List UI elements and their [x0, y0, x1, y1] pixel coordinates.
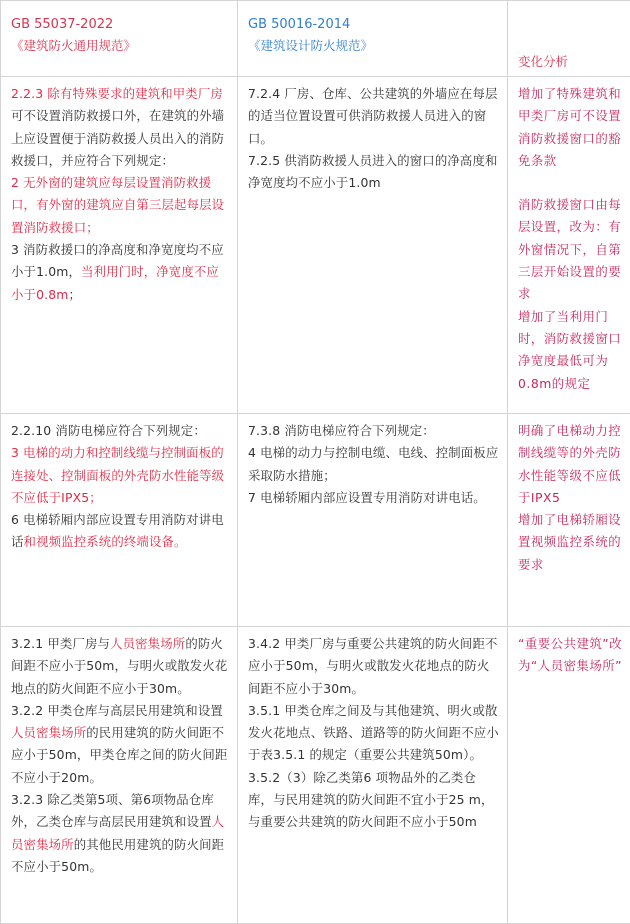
old-clause-cell: [238, 627, 508, 924]
clause-text: 的其他民用建筑的防火间距不应小于50m。: [11, 837, 224, 874]
new-clause-cell: [1, 627, 238, 924]
clause-paragraph: [11, 442, 229, 509]
highlighted-text: 和视频监控系统的终端设备。: [24, 534, 187, 549]
clause-paragraph: [11, 172, 229, 239]
old-clause-cell: [238, 77, 508, 414]
new-standard-code: GB 55037-2022: [11, 15, 229, 35]
old-standard-title: 《建筑设计防火规范》: [248, 35, 499, 56]
table-row: [1, 627, 630, 924]
clause-text: 6 电梯轿厢内部应设置专用消防对讲电话: [11, 512, 224, 549]
clause-paragraph: 7.2.5 供消防救援人员进入的窗口的净高度和净宽度均不应小于1.0m: [248, 150, 499, 195]
clause-text: 3 消防救援口的净高度和净宽度均不应小于1.0m，: [11, 242, 224, 279]
spacer: [518, 172, 626, 194]
header-analysis: [508, 1, 630, 77]
clause-paragraph: 4 电梯的动力与控制电缆、电线、控制面板应采取防水措施；: [248, 442, 499, 487]
clause-paragraph: [11, 420, 229, 442]
analysis-title: 变化分析: [518, 15, 622, 70]
new-standard-title: 《建筑防火通用规范》: [11, 35, 229, 56]
old-standard-code: GB 50016-2014: [248, 15, 499, 35]
table-row: [1, 414, 630, 627]
clause-paragraph: [11, 633, 229, 700]
clause-text: 2.2.10 消防电梯应符合下列规定：: [11, 423, 206, 438]
clause-paragraph: 增加了当利用门时，消防救援窗口净宽度最低可为0.8m的规定: [518, 306, 626, 395]
clause-paragraph: 增加了特殊建筑和甲类厂房可不设置消防救援窗口的豁免条款: [518, 83, 626, 172]
new-clause-cell: [1, 77, 238, 414]
change-analysis-cell: [508, 414, 630, 627]
old-clause-cell: [238, 414, 508, 627]
header-row: [1, 1, 630, 77]
clause-text: 的民用建筑的防火间距不应小于50m，甲类仓库之间的防火间距不应小于20m。: [11, 725, 227, 785]
clause-paragraph: 7 电梯轿厢内部应设置专用消防对讲电话。: [248, 487, 499, 509]
change-analysis-cell: [508, 77, 630, 414]
header-new-standard: [1, 1, 238, 77]
header-old-standard: [238, 1, 508, 77]
highlighted-text: 人员密集场所: [110, 636, 185, 651]
clause-paragraph: 3.4.2 甲类厂房与重要公共建筑的防火间距不应小于50m，与明火或散发火花地点的防火间距不应小于30m。: [248, 633, 499, 700]
highlighted-text: 3 电梯的动力和控制线缆与控制面板的连接处、控制面板的外壳防水性能等级不应低于IPX5；: [11, 445, 224, 505]
change-analysis-cell: [508, 627, 630, 924]
highlighted-text: 2.2.3 除有特殊要求的建筑和甲类厂房: [11, 86, 223, 101]
clause-paragraph: “重要公共建筑”改为“人员密集场所”: [518, 633, 626, 678]
clause-paragraph: 明确了电梯动力控制线缆等的外壳防水性能等级不应低于IPX5: [518, 420, 626, 509]
highlighted-text: 当利用门时，净宽度不应小于0.8m: [11, 264, 219, 301]
clause-paragraph: 3.5.2（3）除乙类第6 项物品外的乙类仓库，与民用建筑的防火间距不宜小于25 m，与重要公共建筑的防火间距不应小于50m: [248, 767, 499, 834]
clause-paragraph: [11, 700, 229, 789]
clause-paragraph: 增加了电梯轿厢设置视频监控系统的要求: [518, 509, 626, 576]
new-clause-cell: [1, 414, 238, 627]
clause-text: 的防火间距不应小于50m，与明火或散发火花地点的防火间距不应小于30m。: [11, 636, 227, 696]
highlighted-text: 人员密集场所: [11, 725, 86, 740]
table-row: [1, 77, 630, 414]
clause-paragraph: [11, 239, 229, 306]
clause-paragraph: [11, 83, 229, 172]
clause-paragraph: 7.2.4 厂房、仓库、公共建筑的外墙应在每层的适当位置设置可供消防救援人员进入的窗口。: [248, 83, 499, 150]
clause-paragraph: 7.3.8 消防电梯应符合下列规定：: [248, 420, 499, 442]
highlighted-text: 2 无外窗的建筑应每层设置消防救援口，有外窗的建筑应自第三层起每层设置消防救援口；: [11, 175, 224, 235]
clause-paragraph: 消防救援窗口由每层设置，改为：有外窗情况下，自第三层开始设置的要求: [518, 194, 626, 305]
clause-text: 3.2.2 甲类仓库与高层民用建筑和设置: [11, 703, 223, 718]
clause-paragraph: [11, 509, 229, 554]
clause-paragraph: 3.5.1 甲类仓库之间及与其他建筑、明火或散发火花地点、铁路、道路等的防火间距不应小于表3.5.1 的规定（重要公共建筑50m）。: [248, 700, 499, 767]
clause-paragraph: [11, 789, 229, 878]
clause-text: 3.2.3 除乙类第5项、第6项物品仓库外，乙类仓库与高层民用建筑和设置: [11, 792, 214, 829]
clause-text: 可不设置消防救援口外，在建筑的外墙上应设置便于消防救援人员出入的消防救援口，并应符合下列规定：: [11, 108, 224, 168]
clause-text: 3.2.1 甲类厂房与: [11, 636, 110, 651]
clause-text: ；: [68, 287, 81, 302]
highlighted-text: 人员密集场所: [11, 814, 224, 851]
